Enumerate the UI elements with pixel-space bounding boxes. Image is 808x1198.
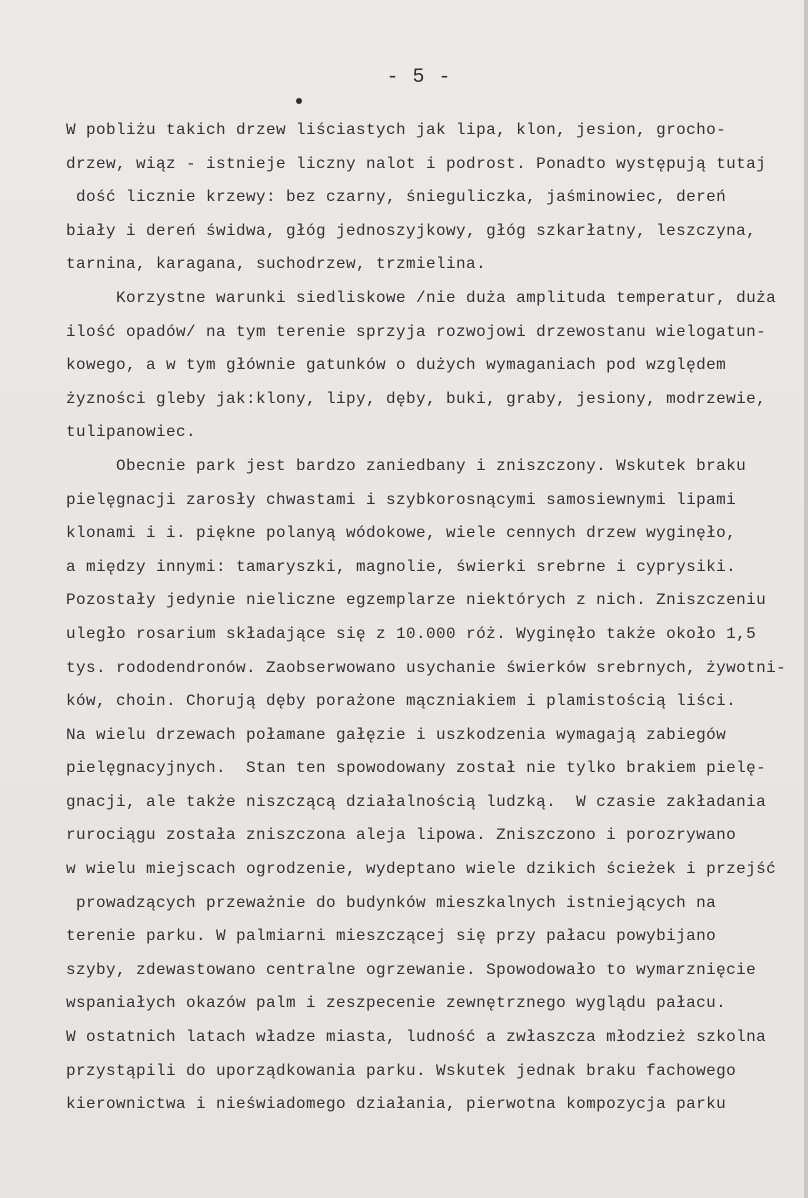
text-line: pielęgnacyjnych. Stan ten spowodowany został nie tylko brakiem pielę- bbox=[66, 759, 767, 778]
text-line: ków, choin. Chorują dęby porażone mączniakiem i plamistością liści. bbox=[66, 692, 737, 711]
text-line: tarnina, karagana, suchodrzew, trzmielina. bbox=[66, 255, 487, 274]
text-line: prowadzących przeważnie do budynków mieszkalnych istniejących na bbox=[66, 893, 717, 912]
text-line: gnacji, ale także niszczącą działalnością ludzką. W czasie zakładania bbox=[66, 792, 767, 811]
text-line: kowego, a w tym głównie gatunków o dużych wymaganiach pod względem bbox=[66, 356, 727, 375]
text-line: W pobliżu takich drzew liściastych jak lipa, klon, jesion, grocho- bbox=[66, 121, 727, 139]
body-text bbox=[66, 114, 796, 1122]
text-line: drzew, wiąz - istnieje liczny nalot i podrost. Ponadto występują tutaj bbox=[66, 154, 767, 173]
text-line: Na wielu drzewach połamane gałęzie i uszkodzenia wymagają zabiegów bbox=[66, 725, 727, 744]
text-line: kierownictwa i nieświadomego działania, pierwotna kompozycja parku bbox=[66, 1095, 727, 1114]
text-line: ilość opadów/ na tym terenie sprzyja rozwojowi drzewostanu wielogatun- bbox=[66, 322, 767, 341]
text-line: dość licznie krzewy: bez czarny, śnieguliczka, jaśminowiec, dereń bbox=[66, 188, 727, 207]
text-line: tys. rododendronów. Zaobserwowano usychanie świerków srebrnych, żywotni- bbox=[66, 658, 787, 677]
text-line: Pozostały jedynie nieliczne egzemplarze niektórych z nich. Zniszczeniu bbox=[66, 591, 767, 610]
text-line: terenie parku. W palmiarni mieszczącej się przy pałacu powybijano bbox=[66, 927, 717, 946]
text-line: rurociągu została zniszczona aleja lipowa. Zniszczono i porozrywano bbox=[66, 826, 737, 845]
text-line: W ostatnich latach władze miasta, ludność a zwłaszcza młodzież szkolna bbox=[66, 1028, 767, 1047]
text-line: uległo rosarium składające się z 10.000 róż. Wyginęło także około 1,5 bbox=[66, 624, 757, 643]
text-line: w wielu miejscach ogrodzenie, wydeptano wiele dzikich ścieżek i przejść bbox=[66, 860, 777, 879]
text-line: pielęgnacji zarosły chwastami i szybkorosnącymi samosiewnymi lipami bbox=[66, 490, 737, 509]
text-line: szyby, zdewastowano centralne ogrzewanie. Spowodowało to wymarznięcie bbox=[66, 960, 757, 979]
text-line: tulipanowiec. bbox=[66, 423, 197, 442]
text-line: biały i dereń świdwa, głóg jednoszyjkowy, głóg szkarłatny, leszczyna, bbox=[66, 221, 757, 240]
page-edge-shadow bbox=[804, 0, 808, 1198]
text-line: przystąpili do uporządkowania parku. Wskutek jednak braku fachowego bbox=[66, 1061, 737, 1080]
text-line: klonami i i. piękne polanyą wódokowe, wiele cennych drzew wyginęło, bbox=[66, 524, 737, 543]
ink-dot bbox=[296, 98, 302, 104]
text-line: Korzystne warunki siedliskowe /nie duża amplituda temperatur, duża bbox=[66, 288, 777, 307]
page-number: - 5 - bbox=[386, 66, 452, 89]
text-line: Obecnie park jest bardzo zaniedbany i zniszczony. Wskutek braku bbox=[66, 456, 747, 475]
text-line: a między innymi: tamaryszki, magnolie, świerki srebrne i cyprysiki. bbox=[66, 557, 737, 576]
text-line: wspaniałych okazów palm i zeszpecenie zewnętrznego wyglądu pałacu. bbox=[66, 994, 727, 1013]
text-line: żyzności gleby jak:klony, lipy, dęby, buki, graby, jesiony, modrzewie, bbox=[66, 389, 767, 408]
